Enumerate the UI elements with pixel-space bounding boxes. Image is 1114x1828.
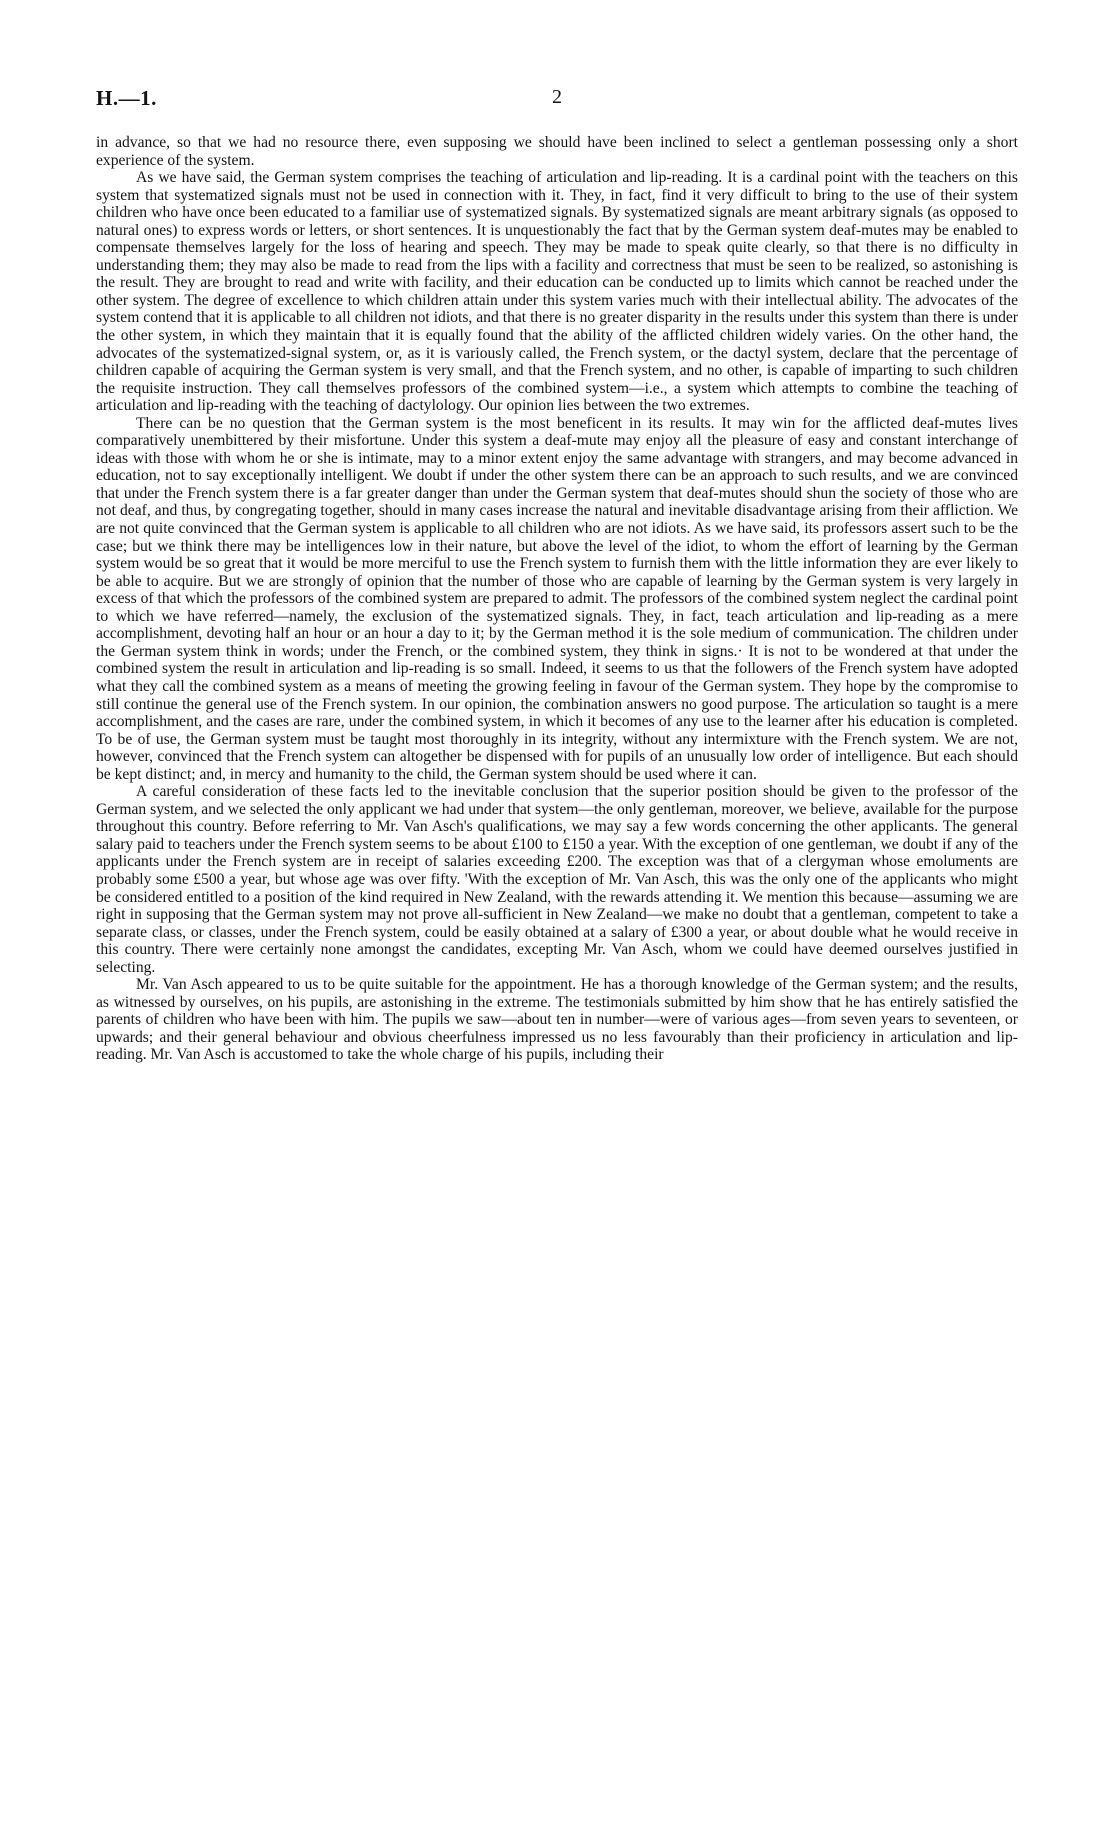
body-text (96, 134, 1018, 1064)
paragraph: Mr. Van Asch appeared to us to be quite suitable for the appointment. He has a thorough knowledge of the German system; and the results, as witnessed by ourselves, on his pupils, are astonishing in the extreme. The testimonials submitted by him show that he has entirely satisfied the parents of children who have been with him. The pupils we saw—about ten in number—were of various ages—from seven years to seventeen, or upwards; and their general behaviour and obvious cheerfulness impressed us no less favourably than their proficiency in articulation and lip-reading. Mr. Van Asch is accustomed to take the whole charge of his pupils, including their (96, 976, 1018, 1064)
paragraph: As we have said, the German system comprises the teaching of articulation and lip-reading. It is a cardinal point with the teachers on this system that systematized signals must not be used in connection with it. They, in fact, find it very difficult to bring to the use of their system children who have once been educated to a familiar use of systematized signals. By systematized signals are meant arbitrary signals (as opposed to natural ones) to express words or letters, or short sentences. It is unquestionably the fact that by the German system deaf-mutes may be enabled to compensate themselves largely for the loss of hearing and speech. They may be made to speak quite clearly, so that there is no difficulty in understanding them; they may also be made to read from the lips with a facility and correctness that must be seen to be realized, so astonishing is the result. They are brought to read and write with facility, and their education can be conducted up to limits which cannot be reached under the other system. The degree of excellence to which children attain under this system varies much with their intellectual ability. The advocates of the system contend that it is applicable to all children not idiots, and that there is no greater disparity in the results under this system than there is under the other system, in which they maintain that it is equally found that the ability of the afflicted children widely varies. On the other hand, the advocates of the systematized-signal system, or, as it is variously called, the French system, or the dactyl system, declare that the percentage of children capable of acquiring the German system is very small, and that the French system, and no other, is capable of imparting to such children the requisite instruction. They call themselves professors of the combined system—i.e., a system which attempts to combine the teaching of articulation and lip-reading with the teaching of dactylology. Our opinion lies between the two extremes. (96, 169, 1018, 415)
paragraph: in advance, so that we had no resource there, even supposing we should have been inclined to select a gentleman possessing only a short experience of the system. (96, 134, 1018, 169)
paragraph: There can be no question that the German system is the most beneficent in its results. It may win for the afflicted deaf-mutes lives comparatively unembittered by their misfortune. Under this system a deaf-mute may enjoy all the pleasure of easy and constant interchange of ideas with those with whom he or she is intimate, may to a minor extent enjoy the same advantage with strangers, and may become advanced in education, not to say exceptionally intelligent. We doubt if under the other system there can be an approach to such results, and we are convinced that under the French system there is a far greater danger than under the German system that deaf-mutes should shun the society of those who are not deaf, and thus, by congregating together, should in many cases increase the natural and inevitable disadvantage arising from their affliction. We are not quite convinced that the German system is applicable to all children who are not idiots. As we have said, its professors assert such to be the case; but we think there may be intelligences low in their nature, but above the level of the idiot, to whom the effort of learning by the German system would be so great that it would be more merciful to use the French system to furnish them with the little information they are ever likely to be able to acquire. But we are strongly of opinion that the number of those who are capable of learning by the German system is very largely in excess of that which the professors of the combined system are prepared to admit. The professors of the combined system neglect the cardinal point to which we have referred—namely, the exclusion of the systematized signals. They, in fact, teach articulation and lip-reading as a mere accomplishment, devoting half an hour or an hour a day to it; by the German method it is the sole medium of communication. The children under the German system think in words; under the French, or the combined system, they think in signs.· It is not to be wondered at that under the combined system the result in articulation and lip-reading is so small. Indeed, it seems to us that the followers of the French system have adopted what they call the combined system as a means of meeting the growing feeling in favour of the German system. They hope by the compromise to still continue the general use of the French system. In our opinion, the combination answers no good purpose. The articulation so taught is a mere accomplishment, and the cases are rare, under the combined system, in which it becomes of any use to the learner after his education is completed. To be of use, the German system must be taught most thoroughly in its integrity, without any intermixture with the French system. We are not, however, convinced that the French system can altogether be dispensed with for pupils of an unusually low order of intelligence. But each should be kept distinct; and, in mercy and humanity to the child, the German system should be used where it can. (96, 414, 1018, 783)
page-reference: H.—1. (96, 86, 157, 110)
page-number: 2 (552, 86, 562, 108)
paragraph: A careful consideration of these facts led to the inevitable conclusion that the superior position should be given to the professor of the German system, and we selected the only applicant we had under that system—the only gentleman, moreover, we believe, available for the purpose throughout this country. Before referring to Mr. Van Asch's qualifications, we may say a few words concerning the other applicants. The general salary paid to teachers under the French system seems to be about £100 to £150 a year. With the exception of one gentleman, we doubt if any of the applicants under the French system are in receipt of salaries exceeding £200. The exception was that of a clergyman whose emoluments are probably some £500 a year, but whose age was over fifty. 'With the exception of Mr. Van Asch, this was the only one of the applicants who might be considered entitled to a position of the kind required in New Zealand, with the rewards attending it. We mention this because—assuming we are right in supposing that the German system may not prove all-sufficient in New Zealand—we make no doubt that a gentleman, competent to take a separate class, or classes, under the French system, could be easily obtained at a salary of £300 a year, or about double what he would receive in this country. There were certainly none amongst the candidates, excepting Mr. Van Asch, whom we could have deemed ourselves justified in selecting. (96, 783, 1018, 976)
page-header (96, 86, 1018, 110)
